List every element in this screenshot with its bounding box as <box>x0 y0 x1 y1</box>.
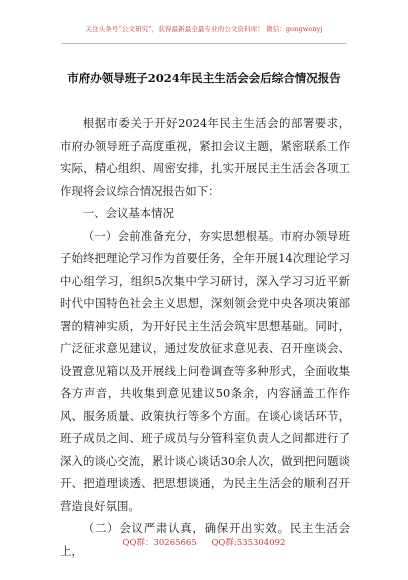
document-title: 市府办领导班子2024年民主生活会会后综合情况报告 <box>67 71 341 85</box>
footer-qq-group-2: QQ群:535304092 <box>211 538 286 548</box>
section-heading: 一、会议基本情况 <box>82 206 174 220</box>
paragraph-intro: 根据市委关于开好2024年民主生活会的部署要求，市府办领导班子高度重视，紧扣会议主题，紧密联系工作实际，精心组织、周密安排，扎实开展民主生活会各项工作现将会议综合情况报告如下： <box>60 116 350 198</box>
document-body <box>60 112 350 562</box>
promo-footer <box>0 536 408 548</box>
paragraph-meeting: （二）会议严肃认真，确保开出实效。民主生活会上， <box>60 521 350 558</box>
header-divider <box>62 43 346 44</box>
paragraph-preparation: （一）会前准备充分，夯实思想根基。市府办领导班子始终把理论学习作为首要任务，全年开展14次理论学习中心组学习，组织5次集中学习研讨，深入学习习近平新时代中国特色社会主义思想，深刻领会党中央各项决策部署的精神实质，为开好民主生活会筑牢思想基础。同时，广泛征求意见建议，通过发放征求意见表、召开座谈会、设置意见箱以及开展线上问卷调查等多种形式，全面收集各方声音，共收集到意见建议50条余，内容涵盖工作作风、服务质量、政策执行等多个方面。在谈心谈话环节，班子成员之间、班子成员与分管科室负责人之间都进行了深入的谈心交流，累计谈心谈话30余人次，做到把问题谈开、把道理谈透、把思想谈通，为民主生活会的顺利召开营造良好氛围。 <box>60 228 350 513</box>
footer-qq-group-1: QQ群：30265665 <box>122 538 197 548</box>
promo-header: 关注头条号“公文研究”，获得最新最全最专业的公文资料库！ 微信：gongwenyj <box>85 25 323 33</box>
